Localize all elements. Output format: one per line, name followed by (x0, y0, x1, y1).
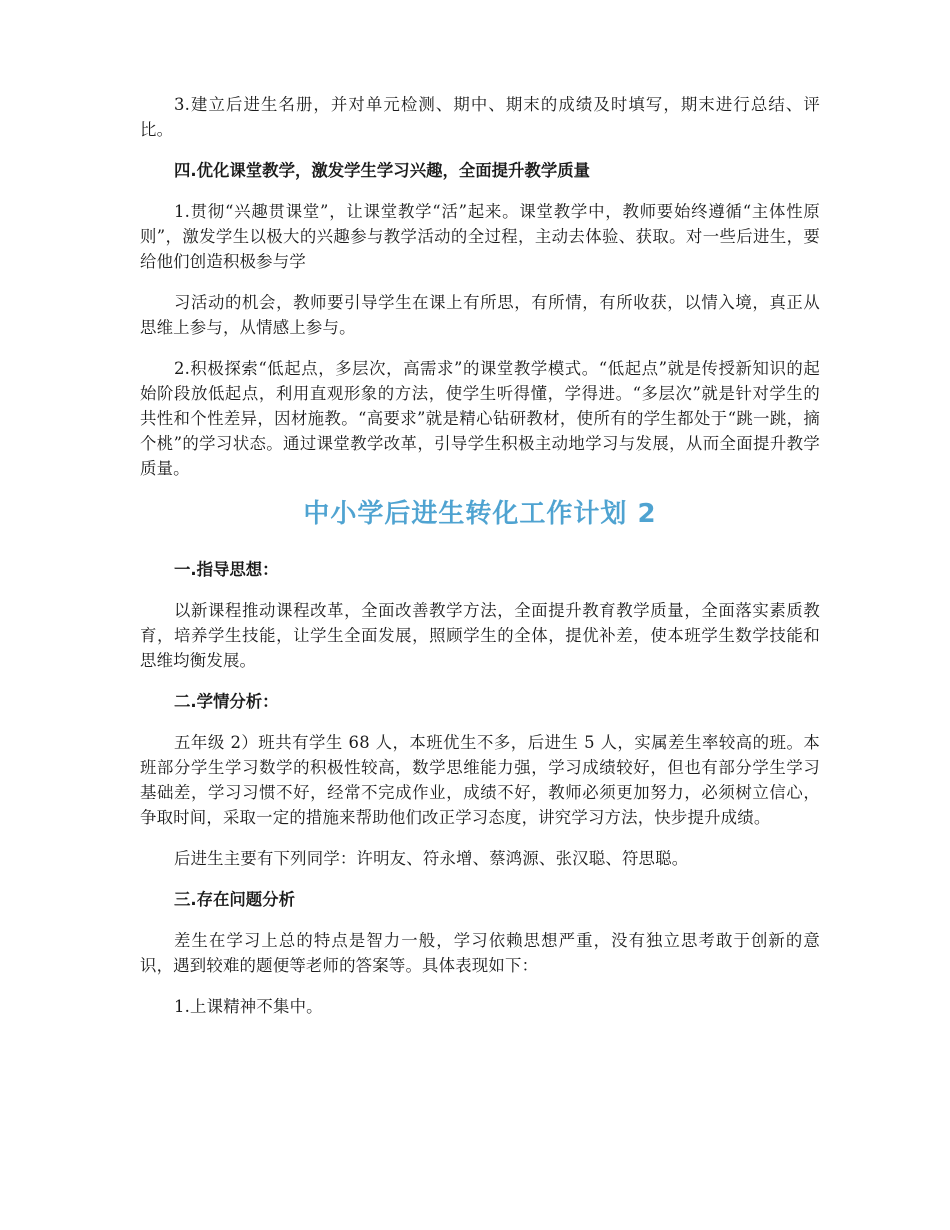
heading-student-analysis: 二.学情分析： (174, 692, 279, 711)
section-title: 中小学后进生转化工作计划 2 (303, 499, 657, 529)
paragraph-problem-1: 1.上课精神不集中。 (174, 997, 323, 1016)
paragraph-interest-1: 1.贯彻“兴趣贯课堂”，让课堂教学“活”起来。课堂教学中，教师要始终遵循“主体性原则”，激发学生以极大的兴趣参与教学活动的全过程，主动去体验、获取。对一些后进生，要给他们创造积极参与学 (140, 202, 820, 271)
paragraph-problem-analysis: 差生在学习上总的特点是智力一般，学习依赖思想严重，没有独立思考敢于创新的意识，遇到较难的题便等老师的答案等。具体表现如下： (140, 931, 820, 975)
paragraph-interest-2: 习活动的机会，教师要引导学生在课上有所思，有所情，有所收获，以情入境，真正从思维上参与，从情感上参与。 (140, 293, 820, 337)
heading-optimize-teaching: 四.优化课堂教学，激发学生学习兴趣，全面提升教学质量 (174, 161, 590, 180)
paragraph-teaching-mode: 2.积极探索“低起点，多层次，高需求”的课堂教学模式。“低起点”就是传授新知识的起始阶段放低起点，利用直观形象的方法，使学生听得懂，学得进。“多层次”就是针对学生的共性和个性差异，因材施教。“高要求”就是精心钻研教材，使所有的学生都处于“跳一跳，摘个桃”的学习状态。通过课堂教学改革，引导学生积极主动地学习与发展，从而全面提升教学质量。 (140, 359, 820, 478)
paragraph-student-analysis: 五年级 2）班共有学生 68 人，本班优生不多，后进生 5 人，实属差生率较高的班。本班部分学生学习数学的积极性较高，数学思维能力强，学习成绩较好，但也有部分学生学习基础差，学习习惯不好，经常不完成作业，成绩不好，教师必须更加努力，必须树立信心，争取时间，采取一定的措施来帮助他们改正学习态度，讲究学习方法，快步提升成绩。 (140, 733, 820, 827)
heading-guiding-thought: 一.指导思想： (174, 560, 279, 579)
document-page (140, 92, 820, 1035)
paragraph-guiding-thought: 以新课程推动课程改革，全面改善教学方法，全面提升教育教学质量，全面落实素质教育，培养学生技能，让学生全面发展，照顾学生的全体，提优补差，使本班学生数学技能和思维均衡发展。 (140, 601, 820, 670)
paragraph-register: 3.建立后进生名册，并对单元检测、期中、期末的成绩及时填写，期末进行总结、评比。 (140, 95, 820, 139)
paragraph-student-list: 后进生主要有下列同学：许明友、符永增、蔡鸿源、张汉聪、符思聪。 (174, 849, 689, 868)
heading-problem-analysis: 三.存在问题分析 (174, 890, 295, 909)
